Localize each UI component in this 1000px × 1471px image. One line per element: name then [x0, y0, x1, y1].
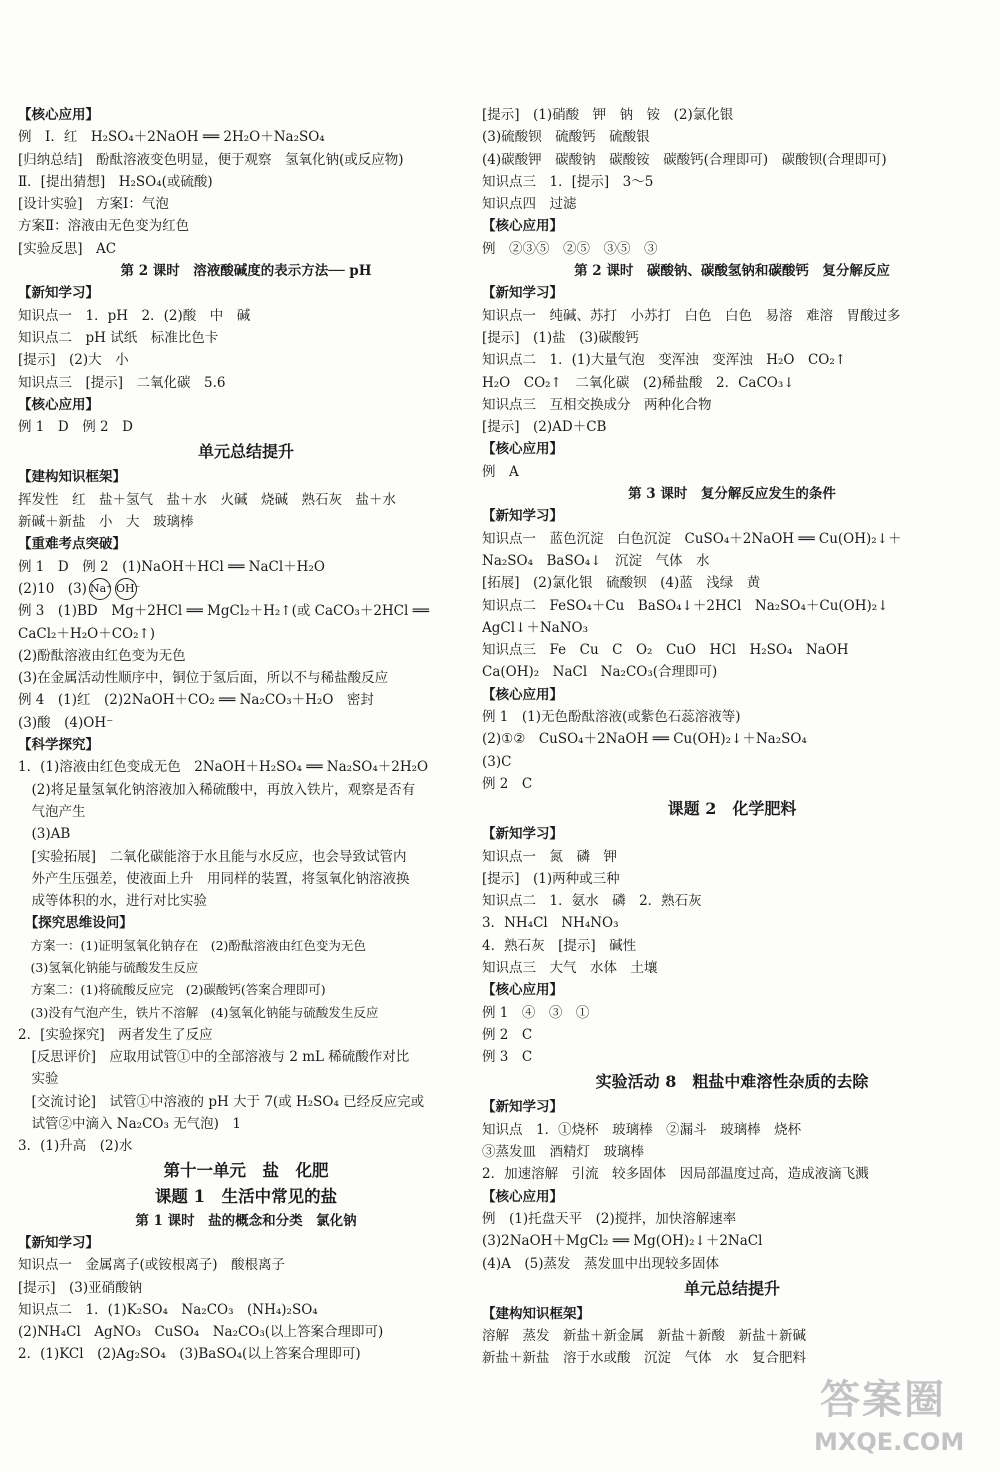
unit-heading: 第十一单元 盐 化肥 — [163, 1160, 329, 1180]
answer-line: 1．(1)溶液由红色变成无色 2NaOH＋H₂SO₄ ══ Na₂SO₄＋2H₂O — [18, 759, 429, 776]
topic-heading: 实验活动 8 粗盐中难溶性杂质的去除 — [595, 1072, 869, 1092]
ion-circle-icon: Na⁺ — [89, 578, 111, 600]
left-column — [18, 104, 474, 1366]
answer-line: 知识点三 互相交换成分 两种化合物 — [482, 396, 712, 413]
section-label: 【新知学习】 — [482, 826, 563, 843]
answer-line: Ca(OH)₂ NaCl Na₂CO₃(合理即可) — [482, 664, 718, 681]
answer-line: 例 1 D 例 2 (1)NaOH＋HCl ══ NaCl＋H₂O — [18, 558, 325, 575]
answer-line: [实验反思] AC — [18, 240, 117, 257]
section-label: 【核心应用】 — [482, 686, 563, 703]
answer-line: AgCl↓＋NaNO₃ — [482, 619, 589, 636]
answer-line: 4．熟石灰 [提示] 碱性 — [482, 937, 637, 954]
answer-line: 新碱＋新盐 小 大 玻璃棒 — [18, 514, 194, 531]
answer-line: 知识点四 过滤 — [482, 196, 577, 213]
answer-line: (3)氢氧化钠能与硫酸发生反应 — [18, 959, 199, 975]
answer-line: 2．(1)KCl (2)Ag₂SO₄ (3)BaSO₄(以上答案合理即可) — [18, 1346, 361, 1363]
section-label: 【科学探究】 — [18, 737, 99, 754]
lesson-title: 第 2 课时 碳酸钠、碳酸氢钠和碳酸钙 复分解反应 — [574, 263, 890, 280]
lesson-title: 第 1 课时 盐的概念和分类 氯化钠 — [135, 1212, 357, 1229]
answer-line: 知识点一 1．pH 2．(2)酸 中 碱 — [18, 307, 251, 324]
answer-line: 3．NH₄Cl NH₄NO₃ — [482, 915, 619, 932]
answer-line: (4)A (5)蒸发 蒸发皿中出现较多固体 — [482, 1255, 719, 1272]
answer-line: (3)酸 (4)OH⁻ — [18, 714, 114, 731]
answer-text: (2)10 (3) — [18, 580, 87, 597]
answer-line: 方案一：(1)证明氢氧化钠存在 (2)酚酞溶液由红色变为无色 — [18, 937, 366, 953]
answer-line: 知识点一 氮 磷 钾 — [482, 848, 617, 865]
section-label: 【核心应用】 — [18, 107, 99, 123]
answer-line: 知识点三 大气 水体 土壤 — [482, 959, 658, 976]
answer-line: (3)C — [482, 753, 512, 770]
section-label: 【新知学习】 — [482, 1099, 563, 1116]
answer-line: 例 ②③⑤ ②⑤ ③⑤ ③ — [482, 240, 658, 257]
answer-line: 知识点三 1．[提示] 3～5 — [482, 173, 654, 190]
section-label: 【核心应用】 — [18, 396, 99, 413]
answer-line: ③蒸发皿 酒精灯 玻璃棒 — [482, 1144, 644, 1161]
answer-line: Ⅱ．[提出猜想] H₂SO₄(或硫酸) — [18, 173, 213, 190]
watermark-url: MXQE.COM — [814, 1428, 965, 1456]
answer-line: 知识点二 FeSO₄＋Cu BaSO₄↓＋2HCl Na₂SO₄＋Cu(OH)₂↓ — [482, 597, 889, 614]
answer-line: [交流讨论] 试管①中溶液的 pH 大于 7(或 H₂SO₄ 已经反应完或 — [18, 1093, 425, 1110]
answer-line: 方案Ⅱ：溶液由无色变为红色 — [18, 218, 190, 235]
section-label: 【新知学习】 — [482, 285, 563, 302]
topic-heading: 课题 2 化学肥料 — [667, 799, 797, 819]
answer-line: (2)NH₄Cl AgNO₃ CuSO₄ Na₂CO₃(以上答案合理即可) — [18, 1324, 384, 1341]
answer-line: 例 A — [482, 463, 519, 480]
answer-line: 知识点二 pH 试纸 标准比色卡 — [18, 329, 219, 346]
section-label: 【重难考点突破】 — [18, 536, 126, 553]
answer-line: [反思评价] 应取用试管①中的全部溶液与 2 mL 稀硫酸作对比 — [18, 1049, 410, 1066]
answer-line: [设计实验] 方案Ⅰ：气泡 — [18, 196, 169, 213]
unit-heading: 课题 1 生活中常见的盐 — [154, 1186, 338, 1206]
answer-line: (2)①② CuSO₄＋2NaOH ══ Cu(OH)₂↓＋Na₂SO₄ — [482, 731, 807, 748]
answer-line: 2．加速溶解 引流 较多固体 因局部温度过高，造成液滴飞溅 — [482, 1166, 869, 1183]
answer-line: [提示] (3)亚硝酸钠 — [18, 1279, 143, 1296]
answer-line: Na₂SO₄ BaSO₄↓ 沉淀 气体 水 — [482, 552, 710, 569]
answer-line: 知识点三 [提示] 二氧化碳 5.6 — [18, 374, 226, 391]
section-label: 【核心应用】 — [482, 218, 563, 235]
answer-line: 例 1 D 例 2 D — [18, 419, 133, 436]
answer-line: 知识点一 纯碱、苏打 小苏打 白色 白色 易溶 难溶 胃酸过多 — [482, 307, 901, 324]
answer-line: (3)硫酸钡 硫酸钙 硫酸银 — [482, 129, 650, 146]
answer-line: 3．(1)升高 (2)水 — [18, 1138, 133, 1155]
answer-line: 挥发性 红 盐＋氢气 盐＋水 火碱 烧碱 熟石灰 盐＋水 — [18, 491, 396, 508]
watermark-text: 答案圈 — [820, 1377, 946, 1423]
answer-line: CaCl₂＋H₂O＋CO₂↑) — [18, 625, 156, 642]
answer-line: [归纳总结] 酚酞溶液变色明显，便于观察 氢氧化钠(或反应物) — [18, 151, 404, 168]
right-column — [482, 104, 982, 1370]
answer-line: 例 Ⅰ．红 H₂SO₄＋2NaOH ══ 2H₂O＋Na₂SO₄ — [18, 129, 325, 146]
answer-line: (2)将足量氢氧化钠溶液加入稀硫酸中，再放入铁片，观察是否有 — [18, 781, 416, 798]
answer-line: (3)AB — [18, 826, 71, 843]
lesson-title: 第 3 课时 复分解反应发生的条件 — [628, 486, 836, 503]
answer-line: 知识点二 1．氨水 磷 2．熟石灰 — [482, 893, 702, 910]
section-label: 【建构知识框架】 — [18, 469, 126, 486]
answer-line: [提示] (2)AD＋CB — [482, 419, 607, 436]
answer-line: [提示] (1)两种或三种 — [482, 870, 620, 887]
section-label: 【核心应用】 — [482, 982, 563, 999]
answer-line: [拓展] (2)氯化银 硫酸钡 (4)蓝 浅绿 黄 — [482, 575, 761, 592]
answer-line: 溶解 蒸发 新盐＋新金属 新盐＋新酸 新盐＋新碱 — [482, 1328, 806, 1345]
topic-heading: 单元总结提升 — [197, 442, 294, 462]
section-label: 【核心应用】 — [482, 1188, 563, 1205]
answer-line: 例 4 (1)红 (2)2NaOH＋CO₂ ══ Na₂CO₃＋H₂O 密封 — [18, 692, 374, 709]
answer-line: 外产生压强差，使液面上升 用同样的装置，将氢氧化钠溶液换 — [18, 870, 410, 887]
answer-line: 成等体积的水，进行对比实验 — [18, 893, 207, 910]
answer-line: (4)碳酸钾 碳酸钠 碳酸铵 碳酸钙(合理即可) 碳酸钡(合理即可) — [482, 151, 887, 168]
answer-line: (3)在金属活动性顺序中，铜位于氢后面，所以不与稀盐酸反应 — [18, 670, 389, 687]
section-label: 【新知学习】 — [482, 508, 563, 525]
section-label: 【新知学习】 — [18, 1234, 99, 1251]
section-label: 【新知学习】 — [18, 285, 99, 302]
answer-line: 例 (1)托盘天平 (2)搅拌，加快溶解速率 — [482, 1210, 737, 1227]
section-label: 【核心应用】 — [482, 441, 563, 458]
answer-line: 例 3 C — [482, 1049, 533, 1066]
section-label: 【探究思维设问】 — [18, 915, 133, 932]
answer-line: 知识点一 蓝色沉淀 白色沉淀 CuSO₄＋2NaOH ══ Cu(OH)₂↓＋ — [482, 530, 902, 547]
answer-line: 知识点一 金属离子(或铵根离子) 酸根离子 — [18, 1257, 286, 1274]
answer-line: 例 2 C — [482, 775, 533, 792]
answer-line: H₂O CO₂↑ 二氧化碳 (2)稀盐酸 2．CaCO₃↓ — [482, 374, 795, 391]
answer-line: 例 1 (1)无色酚酞溶液(或紫色石蕊溶液等) — [482, 709, 741, 726]
answer-line: 新盐＋新盐 溶于水或酸 沉淀 气体 水 复合肥料 — [482, 1350, 806, 1367]
answer-line: 例 3 (1)BD Mg＋2HCl ══ MgCl₂＋H₂↑(或 CaCO₃＋2HCl ══ — [18, 603, 429, 620]
answer-line: 知识点二 1．(1)大量气泡 变浑浊 变浑浊 H₂O CO₂↑ — [482, 352, 847, 369]
ion-circle-icon: OH⁻ — [115, 578, 137, 600]
answer-line: (3)没有气泡产生，铁片不溶解 (4)氢氧化钠能与硫酸发生反应 — [18, 1004, 379, 1020]
answer-line: [提示] (2)大 小 — [18, 352, 129, 369]
answer-line — [18, 578, 474, 600]
answer-line: 气泡产生 — [18, 803, 86, 820]
answer-line: 知识点二 1．(1)K₂SO₄ Na₂CO₃ (NH₄)₂SO₄ — [18, 1301, 318, 1318]
answer-line: 知识点三 Fe Cu C O₂ CuO HCl H₂SO₄ NaOH — [482, 642, 849, 659]
section-label: 【建构知识框架】 — [482, 1305, 590, 1322]
answer-line: 试管②中滴入 Na₂CO₃ 无气泡) 1 — [18, 1116, 242, 1133]
answer-line: [提示] (1)硝酸 钾 钠 铵 (2)氯化银 — [482, 107, 734, 123]
answer-line: [提示] (1)盐 (3)碳酸钙 — [482, 329, 639, 346]
answer-line: (3)2NaOH＋MgCl₂ ══ Mg(OH)₂↓＋2NaCl — [482, 1233, 763, 1250]
answer-line: 例 1 ④ ③ ① — [482, 1004, 590, 1021]
answer-line: 例 2 C — [482, 1026, 533, 1043]
answer-line: (2)酚酞溶液由红色变为无色 — [18, 647, 186, 664]
answer-line: 2．[实验探究] 两者发生了反应 — [18, 1026, 213, 1043]
topic-heading: 单元总结提升 — [683, 1278, 780, 1298]
watermark-logo — [812, 1368, 992, 1468]
answer-line: 方案二：(1)将硫酸反应完 (2)碳酸钙(答案合理即可) — [18, 982, 326, 998]
lesson-title: 第 2 课时 溶液酸碱度的表示方法── pH — [120, 263, 372, 280]
answer-line: [实验拓展] 二氧化碳能溶于水且能与水反应，也会导致试管内 — [18, 848, 407, 865]
answer-line: 知识点 1．①烧杯 玻璃棒 ②漏斗 玻璃棒 烧杯 — [482, 1121, 802, 1138]
answer-line: 实验 — [18, 1071, 59, 1088]
